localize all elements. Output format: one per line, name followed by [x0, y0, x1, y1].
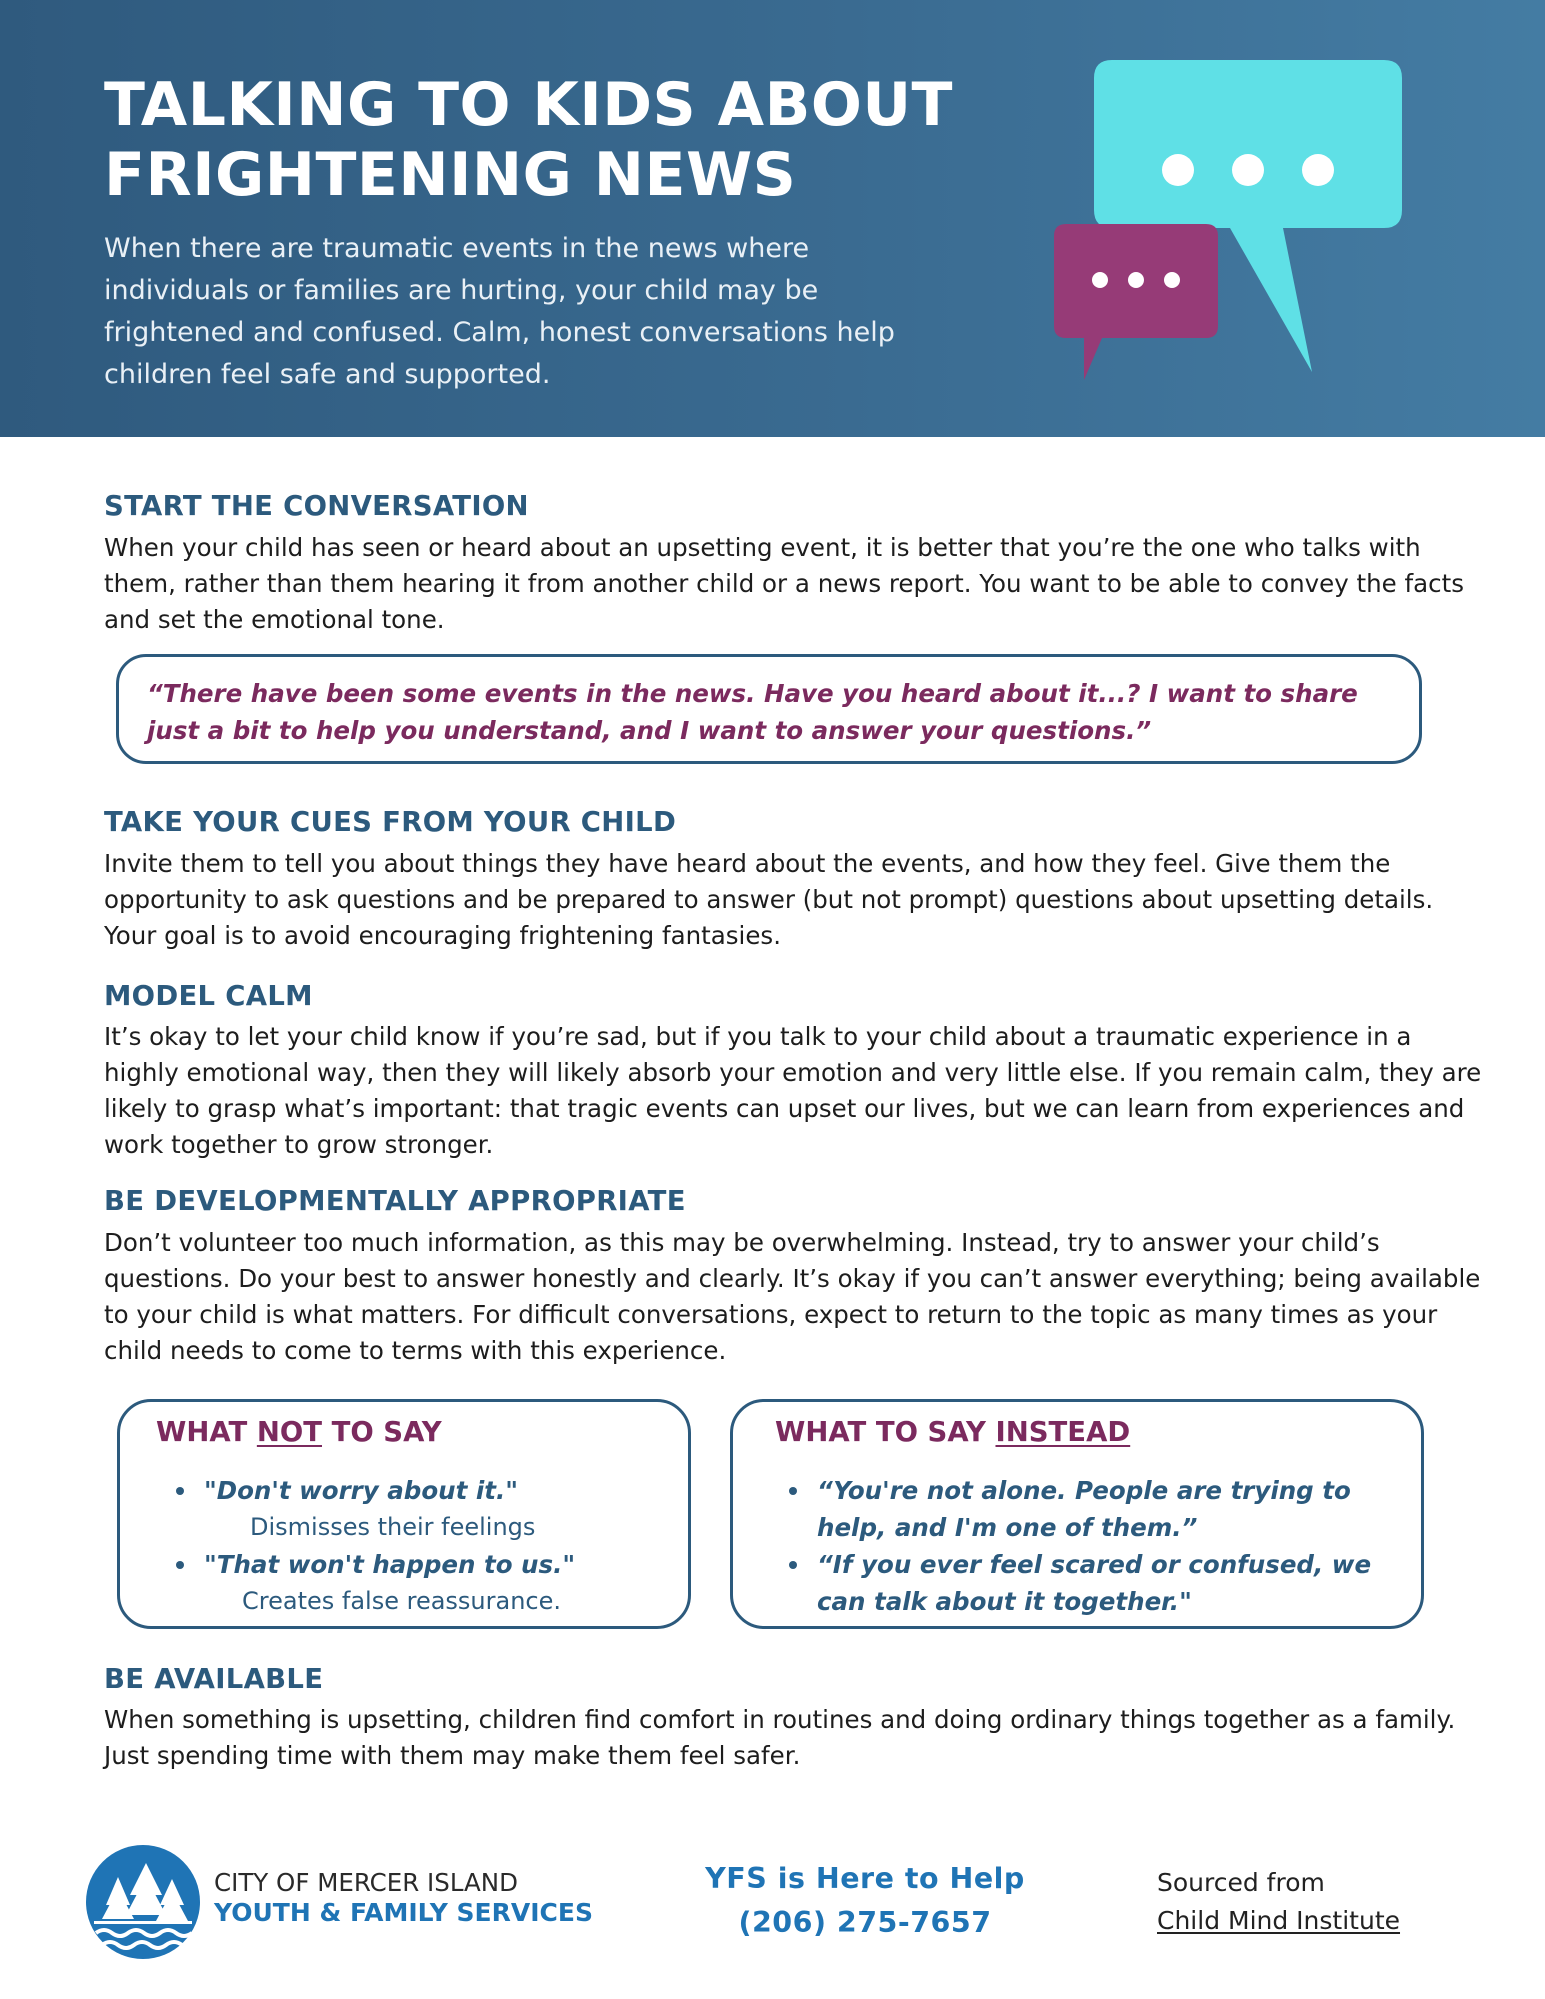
- example-quote: “There have been some events in the news. Have you heard about it...? I want to share just a bit to help you understand, and I want to answer your questions.”: [147, 679, 1358, 745]
- what-to-say-instead-title: WHAT TO SAY INSTEAD: [775, 1416, 1131, 1448]
- heading-start-conversation: START THE CONVERSATION: [104, 490, 529, 522]
- mercer-island-logo-icon: [84, 1843, 202, 1961]
- org-name-line2: YOUTH & FAMILY SERVICES: [214, 1898, 593, 1927]
- heading-take-cues: TAKE YOUR CUES FROM YOUR CHILD: [104, 806, 677, 838]
- what-not-to-say-title: WHAT NOT TO SAY: [156, 1416, 442, 1448]
- what-not-to-say-box: [117, 1399, 691, 1629]
- take-cues-body: Invite them to tell you about things they have heard about the events, and how they feel. Give them the opportunity to ask questions and be prepared to answer (but not prompt) questions about upsetting details. Your goal is to avoid encouraging frightening fantasies.: [104, 849, 1434, 950]
- list-item: “If you ever feel scared or confused, we can talk about it together.": [789, 1546, 1389, 1620]
- help-block: [700, 1857, 1030, 1945]
- list-item: “You're not alone. People are trying to help, and I'm one of them.”: [789, 1472, 1389, 1546]
- help-title: YFS is Here to Help: [705, 1862, 1025, 1895]
- what-not-to-say-list: [176, 1472, 575, 1620]
- be-available-body: When something is upsetting, children find comfort in routines and doing ordinary things together as a family. Just spending time with them may make them feel safer.: [104, 1705, 1456, 1770]
- list-item: "That won't happen to us." Creates false reassurance.: [176, 1546, 575, 1620]
- list-item: "Don't worry about it." Dismisses their feelings: [176, 1472, 575, 1546]
- intro-text: When there are traumatic events in the news where individuals or families are hurting, your child may be frightened and confused. Calm, honest conversations help children feel safe and supported.: [104, 233, 895, 390]
- what-to-say-instead-list: [789, 1472, 1389, 1620]
- org-name-line1: CITY OF MERCER ISLAND: [214, 1868, 518, 1897]
- source-label: Sourced from: [1157, 1868, 1325, 1897]
- heading-developmentally-appropriate: BE DEVELOPMENTALLY APPROPRIATE: [104, 1185, 686, 1217]
- developmentally-appropriate-body: Don’t volunteer too much information, as this may be overwhelming. Instead, try to answer your child’s questions. Do your best to answer honestly and clearly. It’s okay if you can’t answer everything; being available to your child is what matters. For difficult conversations, expect to return to the topic as many times as your child needs to come to terms with this experience.: [104, 1228, 1481, 1365]
- source-link[interactable]: Child Mind Institute: [1157, 1906, 1401, 1935]
- help-phone[interactable]: (206) 275-7657: [738, 1906, 992, 1939]
- heading-model-calm: MODEL CALM: [104, 980, 313, 1012]
- model-calm-body: It’s okay to let your child know if you’re sad, but if you talk to your child about a traumatic experience in a highly emotional way, then they will likely absorb your emotion and very little else. If you remain calm, they are likely to grasp what’s important: that tragic events can upset our lives, but we can learn from experiences and work together to grow stronger.: [104, 1022, 1482, 1159]
- page-title: TALKING TO KIDS ABOUT FRIGHTENING NEWS: [104, 70, 953, 210]
- chat-bubbles-icon: [1050, 60, 1410, 390]
- source-credit: [1157, 1864, 1400, 1940]
- what-to-say-instead-box: [730, 1399, 1424, 1629]
- start-conversation-body: When your child has seen or heard about an upsetting event, it is better that you’re the one who talks with them, rather than them hearing it from another child or a news report. You want to be able to convey the facts and set the emotional tone.: [104, 533, 1465, 634]
- header-banner: [0, 0, 1545, 437]
- heading-be-available: BE AVAILABLE: [104, 1663, 324, 1695]
- example-quote-box: [116, 654, 1422, 764]
